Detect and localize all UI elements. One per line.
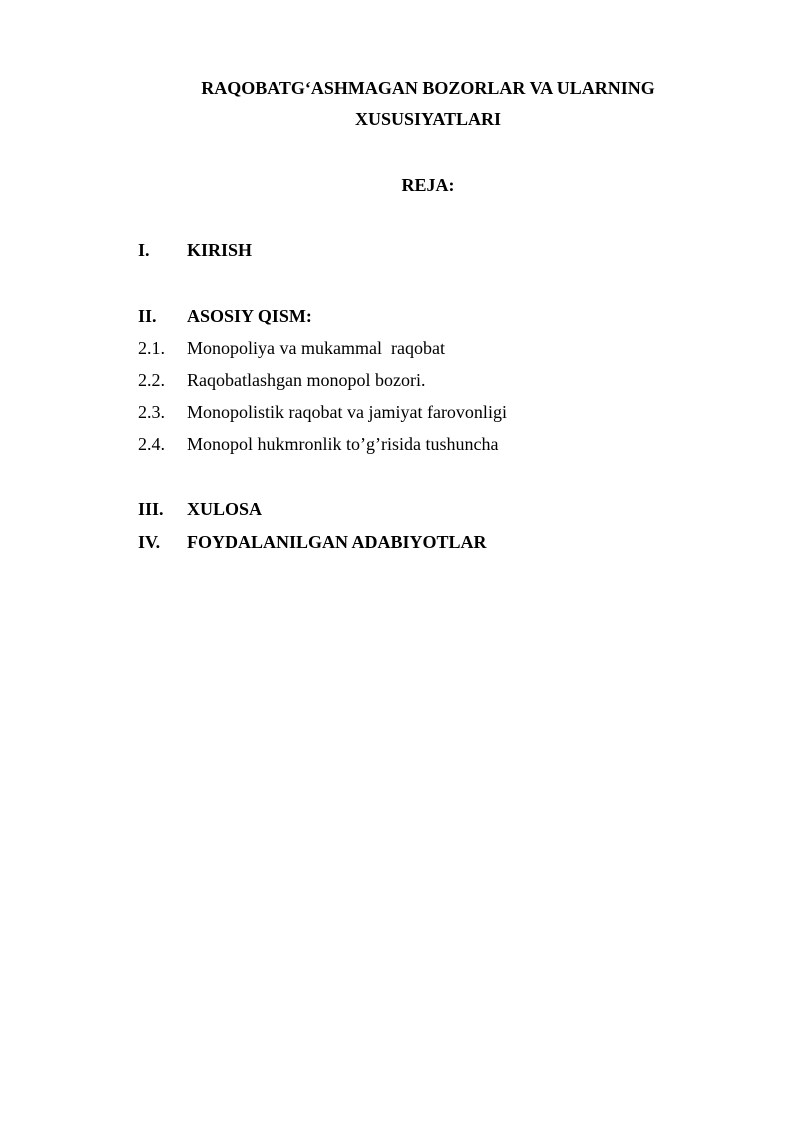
document-title-line-2: XUSUSIYATLARI [354, 109, 502, 129]
toc-item-text: KIRISH [187, 240, 253, 260]
toc-item-number: 2.4. [138, 434, 165, 454]
toc-subitem-2-2 [138, 369, 425, 391]
toc-item-text: Monopoliya va mukammal raqobat [187, 338, 445, 358]
toc-item-conclusion [138, 498, 262, 520]
plan-heading: REJA: [401, 175, 455, 195]
toc-item-text: ASOSIY QISM: [187, 306, 312, 326]
toc-item-text: Monopol hukmronlik to’g’risida tushuncha [187, 434, 499, 454]
toc-item-references [138, 531, 487, 553]
toc-subitem-2-4 [138, 433, 498, 455]
toc-item-number: 2.2. [138, 370, 165, 390]
toc-item-number: 2.3. [138, 402, 165, 422]
toc-item-number: IV. [138, 532, 161, 552]
toc-subitem-2-1 [138, 337, 445, 359]
toc-item-number: I. [138, 240, 150, 260]
toc-item-main-part [138, 305, 312, 327]
toc-item-number: III. [138, 499, 164, 519]
toc-item-text: XULOSA [187, 499, 263, 519]
toc-item-text: Monopolistik raqobat va jamiyat farovonligi [187, 402, 507, 422]
toc-item-introduction [138, 239, 252, 261]
toc-item-text: Raqobatlashgan monopol bozori. [187, 370, 426, 390]
toc-item-number: II. [138, 306, 157, 326]
document-title-line-1: RAQOBATG‘ASHMAGAN BOZORLAR VA ULARNING [201, 78, 655, 98]
toc-subitem-2-3 [138, 401, 507, 423]
toc-item-text: FOYDALANILGAN ADABIYOTLAR [187, 532, 487, 552]
toc-item-number: 2.1. [138, 338, 165, 358]
